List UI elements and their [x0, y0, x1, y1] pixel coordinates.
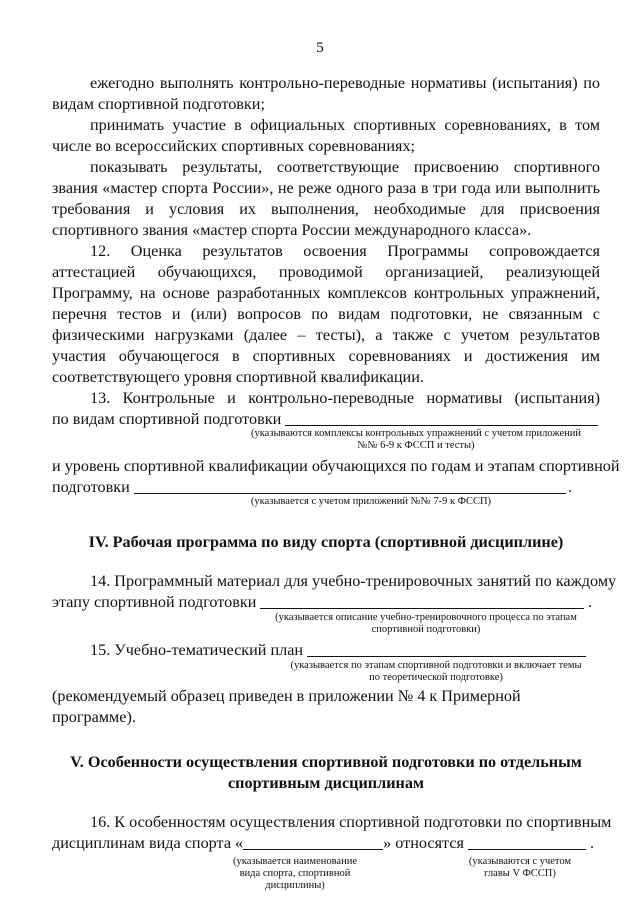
document-body — [52, 73, 620, 892]
p15-note-a: (указывается по этапам спортивной подготовки и включает темы — [290, 660, 582, 671]
p16-blank-sport[interactable] — [243, 833, 383, 850]
item-participate-competitions: принимать участие в официальных спортивных соревнованиях, в том числе во всероссийских спортивных соревнованиях; — [52, 116, 600, 155]
p13-line4-end: . — [567, 478, 572, 496]
p13-blank-2[interactable] — [134, 477, 566, 494]
p13-blank-1[interactable] — [285, 409, 598, 426]
p16-start: дисциплинам вида спорта « — [52, 834, 244, 852]
p15-line2: (рекомендуемый образец приведен в приложении № 4 к Примерной программе). — [52, 687, 521, 726]
p14-note-a: (указывается описание учебно-тренировочного процесса по этапам — [275, 612, 577, 623]
p15-note-b: по теоретической подготовке) — [369, 672, 503, 683]
p13-line4 — [52, 477, 600, 498]
p13-line3 — [52, 456, 620, 477]
p14-end: . — [587, 593, 592, 611]
p14-note-b: спортивной подготовки) — [371, 624, 481, 635]
paragraph-12: 12. Оценка результатов освоения Программы сопровождается аттестацией обучающихся, проводимой организацией, реализующей Программу, на основе разработанных комплексов контрольных упражнений, перечня тестов и (или) вопросов по видам подготовки, не связанным с физическими нагрузками (далее – тесты), а также с учетом результатов участия обучающегося в спортивных соревнованиях и достижения им соответствующего уровня спортивной квалификации. — [52, 242, 600, 386]
p15-line1 — [52, 640, 600, 661]
p15-note — [52, 660, 600, 684]
p16-mid: » относятся — [383, 834, 464, 852]
section-4-heading: IV. Рабочая программа по виду спорта (спортивной дисциплине) — [88, 533, 564, 551]
section-5-heading-a: V. Особенности осуществления спортивной подготовки по отдельным — [70, 753, 582, 771]
p14-line1 — [52, 571, 617, 592]
p15-blank[interactable] — [307, 640, 586, 657]
p16-note-left-b: вида спорта, спортивной — [239, 868, 351, 879]
p14-line1-text: 14. Программный материал для учебно-тренировочных занятий по каждому — [90, 572, 617, 590]
section-5-heading-b: спортивным дисциплинам — [228, 774, 424, 792]
page-number: 5 — [316, 40, 324, 56]
p16-note-left-a: (указывается наименование — [233, 856, 357, 867]
p13-note1 — [52, 428, 600, 452]
p14-line2-text: этапу спортивной подготовки — [52, 593, 257, 611]
p13-line2-text: по видам спортивной подготовки — [52, 410, 282, 428]
p16-note-right-a: (указываются с учетом — [468, 856, 572, 867]
p13-note1-b: №№ 6-9 к ФССП и тесты) — [357, 440, 475, 451]
p16-note-right — [450, 856, 590, 880]
p13-line2 — [52, 409, 600, 430]
item-annual-standards: ежегодно выполнять контрольно-переводные нормативы (испытания) по видам спортивной подготовки; — [52, 74, 600, 113]
p16-note-left-c: дисциплины) — [265, 880, 325, 891]
p16-blank-features[interactable] — [468, 833, 586, 850]
p16-end: . — [589, 834, 594, 852]
p13-note2: (указывается с учетом приложений №№ 7-9 к ФССП) — [250, 496, 492, 507]
p16-note-right-b: главы V ФССП) — [484, 868, 556, 879]
section-5-heading — [52, 752, 600, 794]
p14-line2 — [52, 592, 600, 613]
p13-line1 — [52, 388, 600, 409]
p16-line2 — [52, 833, 600, 854]
p13-line1-text: 13. Контрольные и контрольно-переводные нормативы (испытания) — [90, 389, 600, 407]
p14-blank[interactable] — [260, 592, 584, 609]
p15-line1-text: 15. Учебно-тематический план — [90, 641, 304, 659]
p16-line1-text: 16. К особенностям осуществления спортивной подготовки по спортивным — [90, 813, 612, 831]
p14-note — [52, 612, 600, 636]
p13-note1-a: (указываются комплексы контрольных упражнений с учетом приложений — [250, 428, 582, 439]
p16-note-left — [220, 856, 370, 892]
p13-line3-text: и уровень спортивной квалификации обучающихся по годам и этапам спортивной — [52, 457, 620, 475]
p16-line1 — [52, 812, 612, 833]
item-show-results: показывать результаты, соответствующие присвоению спортивного звания «мастер спорта России», не реже одного раза в три года или выполнить требования и условия их выполнения, необходимые для присвоения спортивного звания «мастер спорта России международного класса». — [52, 158, 600, 239]
p13-line4-text: подготовки — [52, 478, 130, 496]
p16-notes — [52, 854, 600, 892]
